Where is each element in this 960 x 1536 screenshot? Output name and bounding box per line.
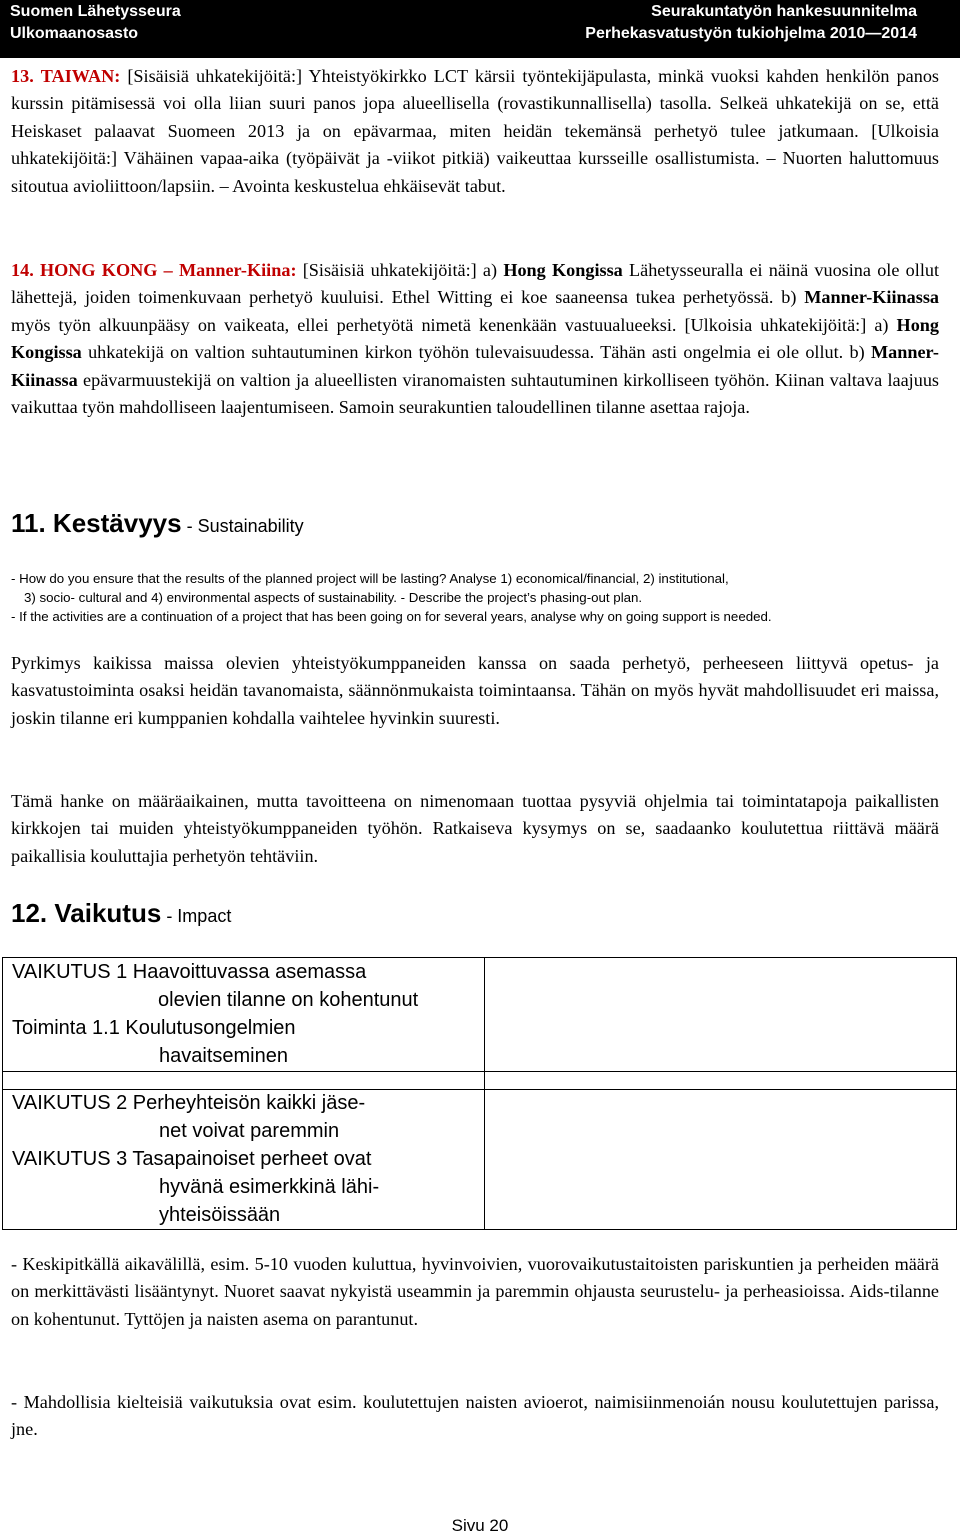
- place-emphasis: Hong Kongissa: [11, 314, 939, 363]
- impact-label: hyvänä esimerkkinä lähi-: [159, 1176, 380, 1198]
- section-title: 12. Vaikutus: [11, 898, 162, 928]
- instructions: [11, 569, 946, 626]
- taiwan-paragraph: [11, 63, 939, 200]
- country-label: HONG KONG – Manner-Kiina:: [39, 260, 297, 280]
- impact-label: VAIKUTUS 1 Haavoittuvassa asemassa: [12, 961, 367, 983]
- impact-2-cell: [12, 1089, 482, 1145]
- activity-label: havaitseminen: [159, 1045, 288, 1067]
- section-12-heading: [11, 898, 231, 929]
- program-title: Perhekasvatustyön tukiohjelma 2010—2014: [585, 25, 917, 42]
- section-11-heading: [11, 508, 304, 539]
- impact-label: yhteisöissään: [159, 1204, 281, 1226]
- impact-label: VAIKUTUS 3 Tasapainoiset perheet ovat: [12, 1148, 372, 1170]
- hongkong-text: myös työn alkuunpääsy on vaikeata, ellei perhetyötä nimetä kenenkään vastuualueeksi. [Ulkoisia uhkatekijöitä:] a): [11, 314, 897, 335]
- item-number: 14.: [11, 260, 34, 280]
- impact-label: net voivat paremmin: [159, 1120, 340, 1142]
- section-title: 11. Kestävyys: [11, 508, 182, 538]
- taiwan-text: [Sisäisiä uhkatekijöitä:] Yhteistyökirkko LCT kärsii työntekijäpulasta, minkä vuoksi kahden henkilön panos kurssin pitämisessä voi olla liian suuri panos jopa alueellisella (rovastikunnallisella) tasolla. Selkeä uhkatekijä on se, että Heiskaset palaavat Suomeen 2013 ja on epävarmaa, miten heidän tekemänsä perhetyö tulee jatkumaan. [Ulkoisia uhkatekijöitä:] Vähäinen vapaa-aika (työpäivät ja -viikot pitkiä) vaikeuttaa kursseille osallistumista. – Nuorten haluttomuus sitoutua avioliittoon/lapsiin. – Avointa keskustelua ehkäisevät tabut.: [11, 66, 939, 196]
- hongkong-text: uhkatekijä on valtion suhtautuminen kirkon työhön tulevaisuudessa. Tähän asti ongelmia ei ole ollut. b): [81, 342, 871, 363]
- impact-paragraph-1: - Keskipitkällä aikavälillä, esim. 5-10 vuoden kuluttua, hyvinvoivien, vuorovaikutustaitoisten pariskuntien ja perheiden määrä on merkittävästi lisääntynyt. Nuoret saavat nykyistä useammin ja paremmin ohjausta seurustelu- ja perheasioissa. Aids-tilanne on kohentunut. Tyttöjen ja naisten asema on parantunut.: [11, 1254, 939, 1329]
- table-row-divider: [3, 1071, 956, 1072]
- sustainability-paragraph-1: Pyrkimys kaikissa maissa olevien yhteistyökumppaneiden kanssa on saada perhetyö, perheeseen liittyvä opetus- ja kasvatustoiminta osaksi heidän tavanomaista, säännönmukaista toimintaansa. Tähän on myös hyvät mahdollisuudet eri maissa, joskin tilanne eri kumppanien kohdalla vaihtelee hyvinkin suuresti.: [11, 653, 939, 728]
- table-divider: [484, 958, 485, 1229]
- section-subtitle: - Impact: [161, 906, 232, 926]
- country-label: TAIWAN:: [40, 66, 121, 86]
- page-number: Sivu 20: [451, 1516, 509, 1535]
- activity-1-1-cell: [12, 1014, 482, 1070]
- impact-1-cell: [12, 958, 482, 1014]
- activity-label: Toiminta 1.1 Koulutusongelmien: [12, 1017, 296, 1039]
- sustainability-paragraph-2: Tämä hanke on määräaikainen, mutta tavoitteena on nimenomaan tuottaa pysyviä ohjelmia tai toimintatapoja paikallisten kirkkojen tai muiden yhteistyökumppaneiden työhön. Ratkaiseva kysymys on se, saadaanko koulutettua riittävä määrä paikallisia kouluttajia perhetyön tehtäviin.: [11, 791, 939, 866]
- instruction-line: - If the activities are a continuation of a project that has been going on for several years, analyse why on going support is needed.: [11, 609, 772, 624]
- item-number: 13.: [11, 66, 34, 86]
- department-name: Ulkomaanosasto: [10, 25, 139, 42]
- place-emphasis: Manner-Kiinassa: [11, 342, 939, 390]
- impact-label: olevien tilanne on kohentunut: [158, 989, 419, 1011]
- place-emphasis: Hong Kongissa: [503, 260, 623, 280]
- impact-3-cell: [12, 1145, 482, 1229]
- hongkong-text: [Sisäisiä uhkatekijöitä:] a): [296, 260, 504, 280]
- impact-table: [2, 957, 957, 1230]
- impact-label: VAIKUTUS 2 Perheyhteisön kaikki jäse-: [12, 1092, 366, 1114]
- place-emphasis: Manner-Kiinassa: [804, 287, 939, 308]
- hongkong-text: epävarmuustekijä on valtion ja alueellisten viranomaisten suhtautuminen kirkolliseen työhön. Kiinan valtava laajuus vaikuttaa työn mahdolliseen laajentumiseen. Samoin seurakuntien taloudellinen tilanne asettaa rajoja.: [11, 369, 939, 418]
- document-title: Seurakuntatyön hankesuunnitelma: [651, 3, 917, 20]
- instruction-line: 3) socio- cultural and 4) environmental aspects of sustainability. - Describe the project’s phasing-out plan.: [24, 590, 643, 605]
- impact-paragraph-2: - Mahdollisia kielteisiä vaikutuksia ovat esim. koulutettujen naisten avioerot, naimisiinmenoián nousu koulutettujen parissa, jne.: [11, 1392, 939, 1440]
- instruction-line: - How do you ensure that the results of the planned project will be lasting? Analyse 1) economical/financial, 2) institutional,: [11, 571, 729, 586]
- organization-name: Suomen Lähetysseura: [10, 3, 181, 20]
- hongkong-paragraph: [11, 257, 939, 421]
- section-subtitle: - Sustainability: [181, 516, 304, 536]
- document-header: [0, 0, 960, 58]
- hongkong-text: Lähetysseuralla ei näinä vuosina ole ollut lähettejä, joiden toimenkuvaan perhetyö kuuluisi. Ethel Witting ei koe saaneensa tukea perhetyössä. b): [11, 260, 940, 308]
